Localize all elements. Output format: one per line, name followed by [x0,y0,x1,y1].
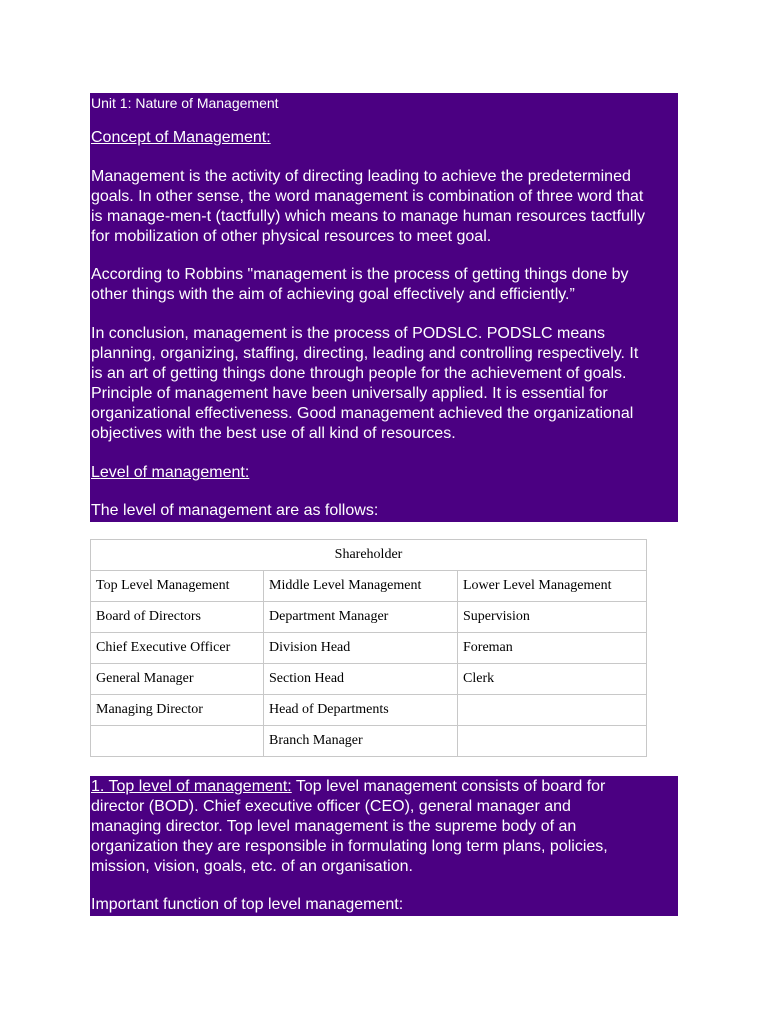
text-line: In conclusion, management is the process of PODSLC. PODSLC means [91,325,606,342]
table-cell [458,726,647,757]
text-line: mission, vision, goals, etc. of an organisation. [91,858,413,875]
intro-section [90,93,678,522]
top-level-paragraph [91,777,677,877]
text-line: for mobilization of other physical resources to meet goal. [91,228,492,245]
text-line: Principle of management have been universally applied. It is essential for [91,385,608,402]
text-line: planning, organizing, staffing, directing, leading and controlling respectively. It [91,345,639,362]
table-cell: Clerk [458,664,647,695]
top-level-section [90,776,678,916]
table-row [91,633,647,664]
text-line: organization they are responsible in formulating long term plans, policies, [91,838,608,855]
table-cell: Board of Directors [91,602,264,633]
table-row [91,726,647,757]
table-header-cell: Shareholder [91,540,647,571]
column-header-middle: Middle Level Management [264,571,458,602]
text-line: organizational effectiveness. Good management achieved the organizational [91,405,634,422]
text-line: The level of management are as follows: [91,502,379,519]
column-header-lower: Lower Level Management [458,571,647,602]
table-cell: Department Manager [264,602,458,633]
text-line: other things with the aim of achieving goal effectively and efficiently.” [91,286,575,303]
table-cell: Section Head [264,664,458,695]
table-row [91,602,647,633]
concept-paragraph [91,167,677,247]
text-line: managing director. Top level management is the supreme body of an [91,818,577,835]
table-row [91,664,647,695]
level-heading: Level of management: [91,464,250,481]
unit-title: Unit 1: Nature of Management [91,95,279,111]
management-levels-table [90,539,647,757]
text-line [91,777,677,797]
table-column-row [91,571,647,602]
table-cell: Chief Executive Officer [91,633,264,664]
top-level-text: Top level management consists of board for [291,778,606,795]
concept-heading: Concept of Management: [91,129,271,146]
table-cell: General Manager [91,664,264,695]
function-heading [91,895,677,915]
level-intro [91,501,677,521]
table-cell: Branch Manager [264,726,458,757]
text-line: objectives with the best use of all kind of resources. [91,425,456,442]
text-line: is manage-men-t (tactfully) which means to manage human resources tactfully [91,208,646,225]
conclusion-paragraph [91,324,677,444]
robbins-paragraph [91,265,677,305]
table-cell: Foreman [458,633,647,664]
text-line: goals. In other sense, the word management is combination of three word that [91,188,644,205]
text-line: According to Robbins "management is the process of getting things done by [91,266,629,283]
top-level-label: 1. Top level of management: [91,778,292,795]
text-line: is an art of getting things done through people for the achievement of goals. [91,365,627,382]
text-line: Management is the activity of directing leading to achieve the predetermined [91,168,631,185]
table-cell [91,726,264,757]
table-cell: Supervision [458,602,647,633]
table-header-row [91,540,647,571]
text-line: Important function of top level management: [91,896,404,913]
table-row [91,695,647,726]
table-cell: Division Head [264,633,458,664]
table-cell [458,695,647,726]
column-header-top: Top Level Management [91,571,264,602]
table-cell: Managing Director [91,695,264,726]
text-line: director (BOD). Chief executive officer (CEO), general manager and [91,798,571,815]
table-cell: Head of Departments [264,695,458,726]
